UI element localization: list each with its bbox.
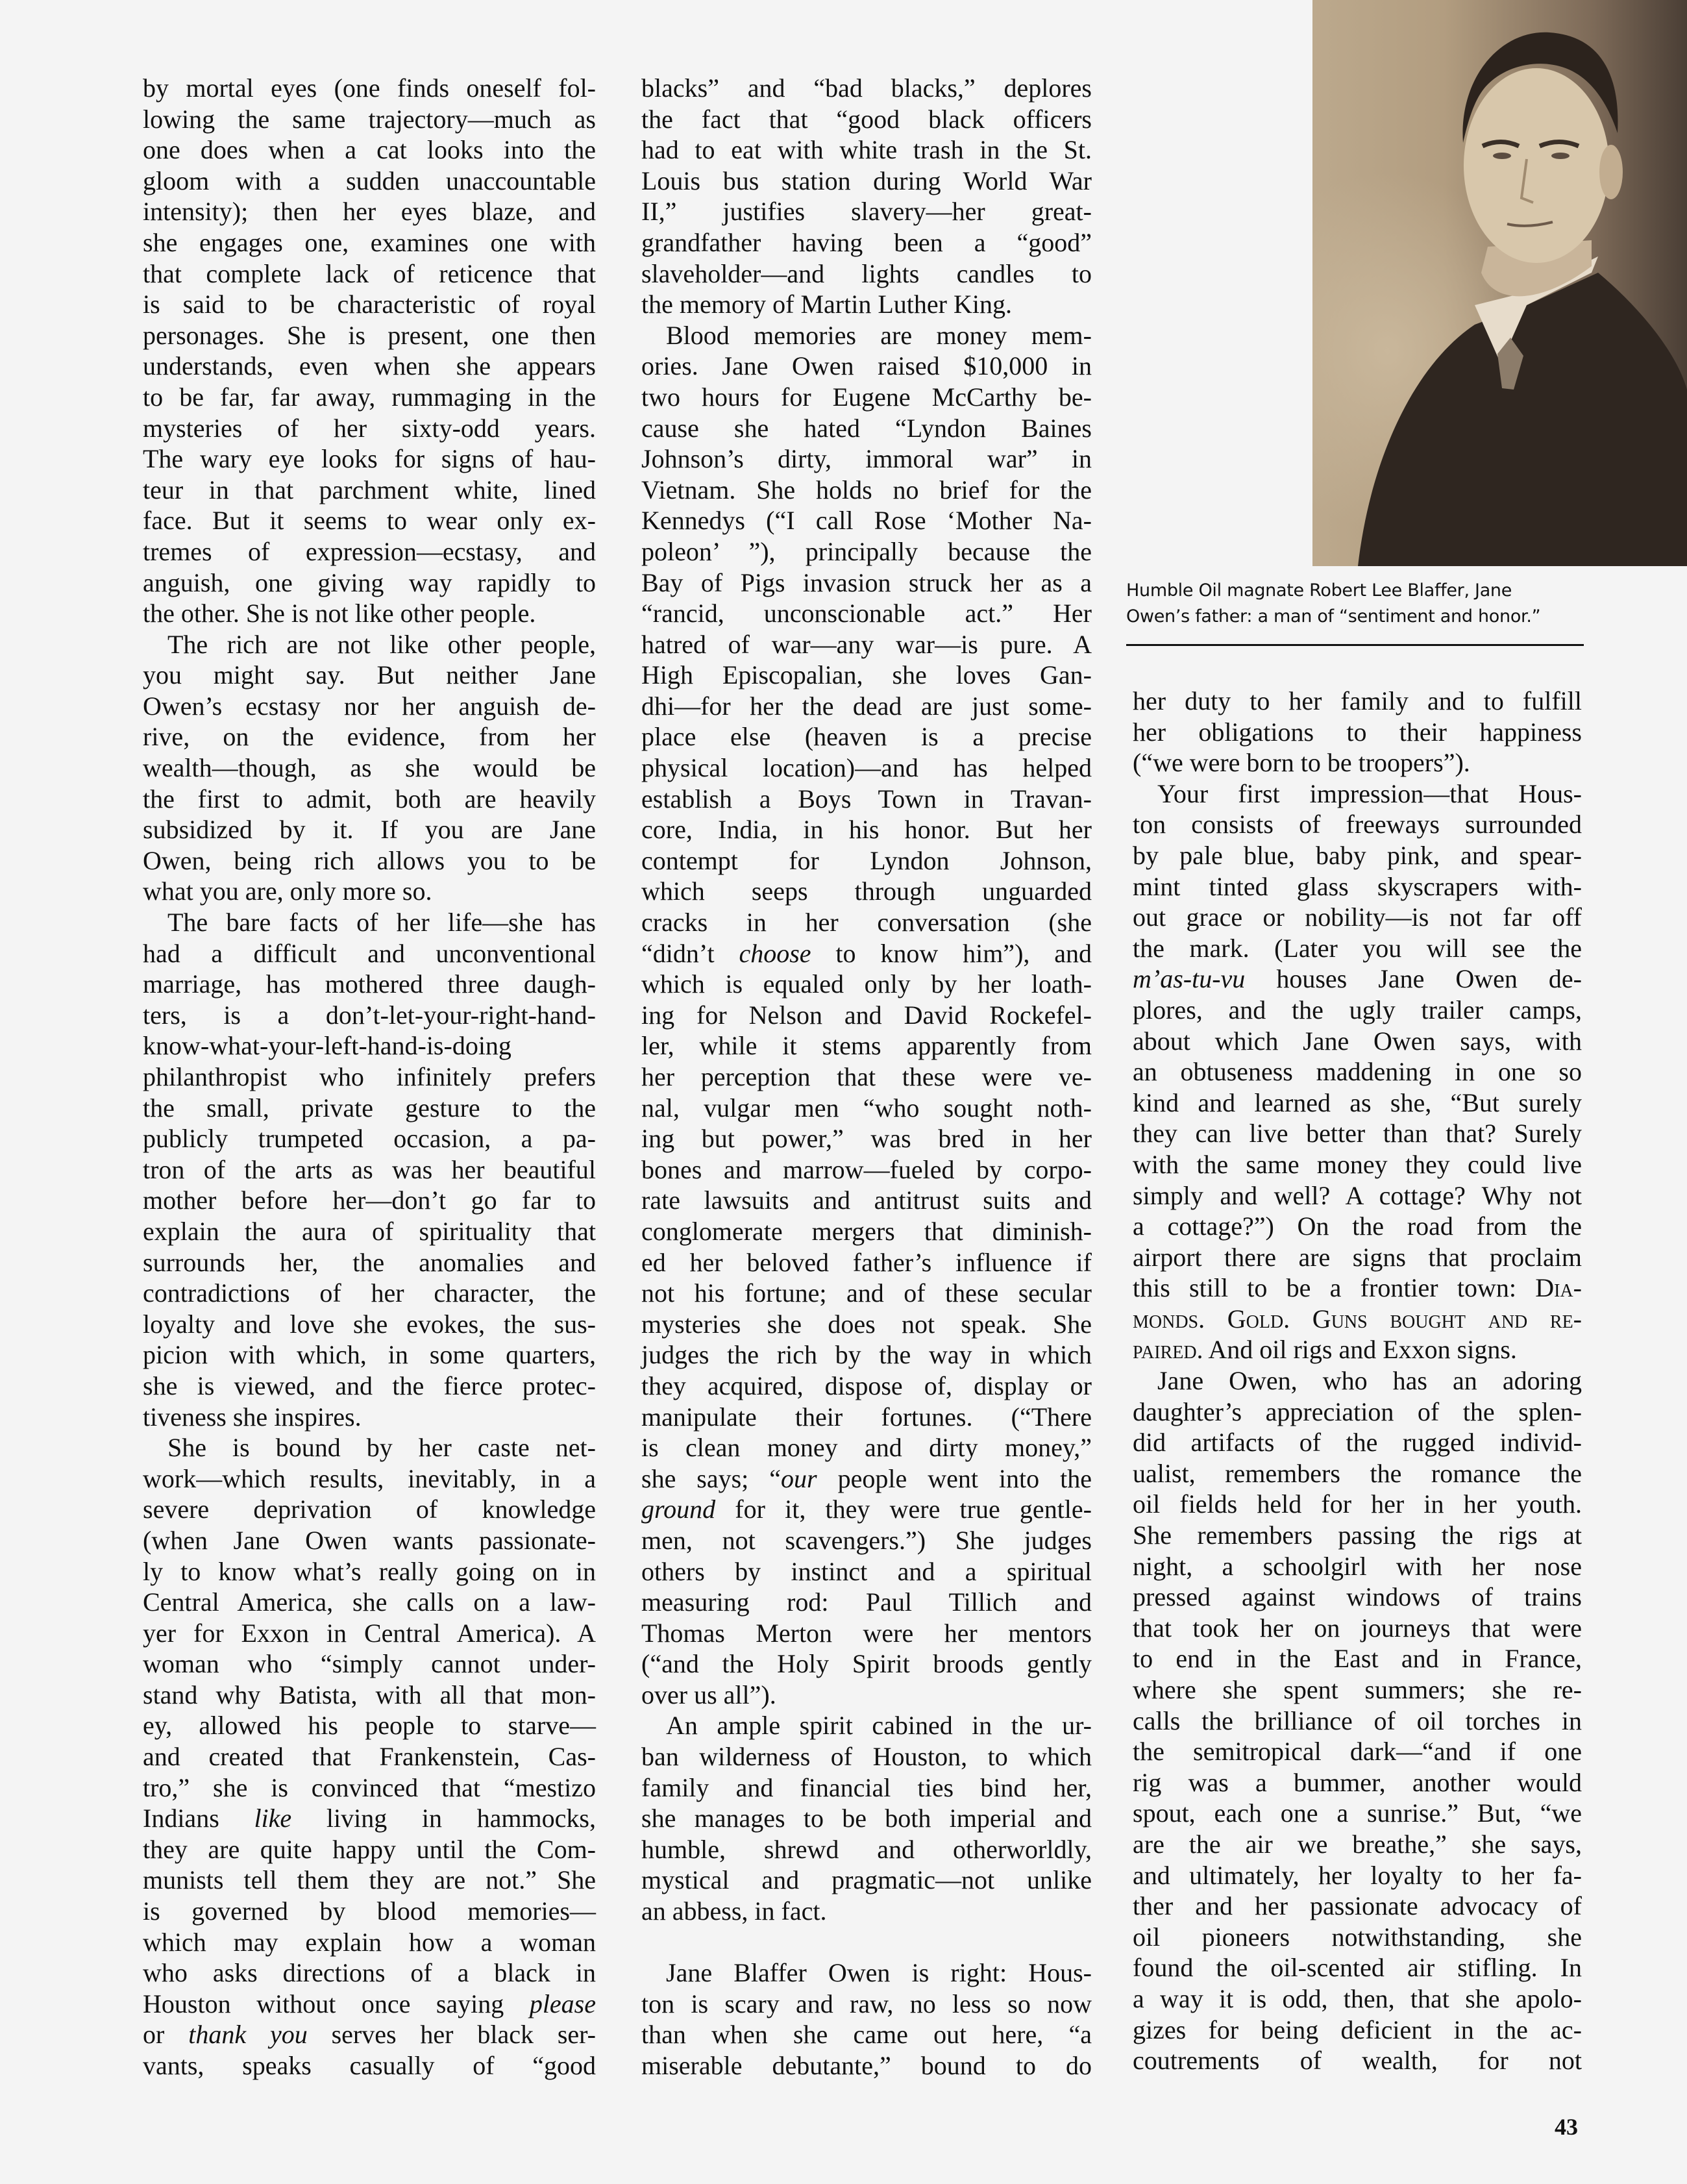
text-line — [1133, 963, 1582, 995]
text-line: ton consists of freeways surrounded — [1133, 810, 1582, 839]
text-line: II,” justifies slavery—her great- — [641, 197, 1092, 227]
text-line: slaveholder—and lights candles to — [641, 258, 1092, 288]
text-line: and created that Frankenstein, Cas- — [143, 1742, 596, 1772]
text-line: work—which results, inevitably, in a — [143, 1463, 596, 1493]
text-run: this still to be a frontier town: — [1133, 1273, 1536, 1303]
text-line: The wary eye looks for signs of hau- — [143, 444, 596, 474]
text-line: ther and her passionate advocacy of — [1133, 1891, 1582, 1921]
text-line: philanthropist who infinitely prefers — [143, 1062, 596, 1091]
text-line: to end in the East and in France, — [1133, 1644, 1582, 1674]
text-line: that complete lack of reticence that — [143, 258, 596, 288]
text-line: subsidized by it. If you are Jane — [143, 815, 596, 845]
text-line: Owen, being rich allows you to be — [143, 845, 596, 875]
text-line: place else (heaven is a precise — [641, 722, 1092, 752]
italic-emphasis: thank you — [188, 2020, 308, 2050]
text-line: picion with which, in some quarters, — [143, 1340, 596, 1370]
text-line: The rich are not like other people, — [167, 629, 596, 659]
text-line: (“and the Holy Spirit broods gently — [641, 1649, 1092, 1679]
text-line: mint tinted glass skyscrapers with- — [1133, 871, 1582, 901]
text-line: two hours for Eugene McCarthy be- — [641, 382, 1092, 412]
text-line: had a difficult and unconventional — [143, 938, 596, 968]
text-line: Your first impression—that Hous- — [1157, 778, 1582, 808]
text-line: hatred of war—any war—is pure. A — [641, 629, 1092, 659]
text-line: what you are, only more so. — [143, 876, 432, 906]
text-line: publicly trumpeted occasion, a pa- — [143, 1124, 596, 1154]
text-line: ton is scary and raw, no less so now — [641, 1989, 1092, 2018]
article-column-2 — [641, 73, 1092, 2081]
text-line: High Episcopalian, she loves Gan- — [641, 660, 1092, 690]
text-line: and ultimately, her loyalty to her fa- — [1133, 1860, 1582, 1890]
text-line: rig was a bummer, another would — [1133, 1767, 1582, 1797]
caption-divider — [1126, 644, 1584, 646]
text-line: marriage, has mothered three daugh- — [143, 969, 596, 999]
text-line: yer for Exxon in Central America). A — [143, 1618, 596, 1648]
text-run: “didn’t — [641, 938, 739, 968]
text-run: for it, they were true gentle- — [715, 1495, 1092, 1524]
text-line: ly to know what’s really going on in — [143, 1556, 596, 1586]
text-line — [143, 1803, 596, 1834]
text-line: family and financial ties bind her, — [641, 1772, 1092, 1802]
text-line: personages. She is present, one then — [143, 320, 596, 350]
text-line: tro,” she is convinced that “mestizo — [143, 1772, 596, 1802]
text-run: people went into the — [817, 1463, 1092, 1493]
text-line: physical location)—and has helped — [641, 753, 1092, 783]
text-line: mystical and pragmatic—not unlike — [641, 1865, 1092, 1895]
text-line: anguish, one giving way rapidly to — [143, 567, 596, 597]
text-line — [143, 2019, 596, 2050]
text-line: did artifacts of the rugged individ- — [1133, 1428, 1582, 1458]
text-line: Vietnam. She holds no brief for the — [641, 475, 1092, 504]
text-run: living in hammocks, — [291, 1804, 596, 1833]
text-line: core, India, in his honor. But her — [641, 815, 1092, 845]
text-line: Louis bus station during World War — [641, 166, 1092, 195]
italic-emphasis: choose — [739, 938, 811, 968]
text-line: mysteries she does not speak. She — [641, 1309, 1092, 1339]
text-run: or — [143, 2020, 189, 2050]
text-line: her duty to her family and to fulfill — [1133, 686, 1582, 715]
text-line: measuring rod: Paul Tillich and — [641, 1587, 1092, 1617]
text-line: Jane Blaffer Owen is right: Hous- — [666, 1958, 1092, 1988]
text-line: the fact that “good black officers — [641, 104, 1092, 134]
text-line: calls the brilliance of oil torches in — [1133, 1706, 1582, 1735]
text-line — [641, 1463, 1092, 1495]
text-run: Houston without once saying — [143, 1989, 530, 2018]
text-line: ualist, remembers the romance the — [1133, 1458, 1582, 1488]
small-caps-sign-text: monds. Gold. Guns bought and re- — [1133, 1304, 1582, 1334]
portrait-photo — [1312, 0, 1687, 566]
text-line: vants, speaks casually of “good — [143, 2051, 596, 2080]
text-line — [143, 1989, 596, 2020]
text-line: by pale blue, baby pink, and spear- — [1133, 840, 1582, 870]
text-line: cracks in her conversation (she — [641, 908, 1092, 937]
text-run: houses Jane Owen de- — [1245, 964, 1582, 994]
text-line: (when Jane Owen wants passionate- — [143, 1525, 596, 1555]
text-line: they are quite happy until the Com- — [143, 1834, 596, 1864]
text-line: which seeps through unguarded — [641, 876, 1092, 906]
text-line: mother before her—don’t go far to — [143, 1185, 596, 1215]
text-line: rive, on the evidence, from her — [143, 722, 596, 752]
text-line: a way it is odd, then, that she apolo- — [1133, 1983, 1582, 2013]
text-line: intensity); then her eyes blaze, and — [143, 197, 596, 227]
text-line: than when she came out here, “a — [641, 2020, 1092, 2050]
text-run: And oil rigs and Exxon signs. — [1203, 1335, 1517, 1365]
text-run: Indians — [143, 1804, 254, 1833]
text-line: contempt for Lyndon Johnson, — [641, 845, 1092, 875]
text-line: poleon’ ”), principally because the — [641, 536, 1092, 566]
text-line: gloom with a sudden unaccountable — [143, 166, 596, 195]
text-line: airport there are signs that proclaim — [1133, 1242, 1582, 1272]
text-line: coutrements of wealth, for not — [1133, 2046, 1582, 2076]
small-caps-sign-text: Dia- — [1535, 1273, 1582, 1303]
text-line: contradictions of her character, the — [143, 1278, 596, 1308]
text-line: her obligations to their happiness — [1133, 717, 1582, 747]
text-line: grandfather having been a “good” — [641, 227, 1092, 257]
text-line: about which Jane Owen says, with — [1133, 1026, 1582, 1056]
text-line: is clean money and dirty money,” — [641, 1433, 1092, 1463]
text-line: mysteries of her sixty-odd years. — [143, 413, 596, 443]
text-line: where she spent summers; she re- — [1133, 1675, 1582, 1704]
text-line: nal, vulgar men “who sought noth- — [641, 1093, 1092, 1123]
text-line: she manages to be both imperial and — [641, 1804, 1092, 1833]
text-line: bones and marrow—fueled by corpo- — [641, 1154, 1092, 1184]
text-line: the mark. (Later you will see the — [1133, 933, 1582, 963]
text-line: She remembers passing the rigs at — [1133, 1520, 1582, 1550]
text-line — [641, 938, 1092, 969]
article-column-3 — [1133, 686, 1582, 2076]
text-line: Kennedys (“I call Rose ‘Mother Na- — [641, 506, 1092, 536]
photo-caption — [1126, 578, 1594, 630]
text-line: men, not scavengers.”) She judges — [641, 1525, 1092, 1555]
text-line: “rancid, unconscionable act.” Her — [641, 599, 1092, 628]
text-line: face. But it seems to wear only ex- — [143, 506, 596, 536]
text-line: dhi—for her the dead are just some- — [641, 691, 1092, 721]
text-line: which is equaled only by her loath- — [641, 969, 1092, 999]
text-line: night, a schoolgirl with her nose — [1133, 1551, 1582, 1581]
text-line: a cottage?”) On the road from the — [1133, 1211, 1582, 1241]
text-line: simply and well? A cottage? Why not — [1133, 1180, 1582, 1210]
italic-emphasis: like — [254, 1804, 292, 1833]
text-run: to know him”), and — [811, 938, 1092, 968]
text-line: gizes for being deficient in the ac- — [1133, 2015, 1582, 2044]
text-line: know-what-your-left-hand-is-doing — [143, 1031, 511, 1061]
text-line: tiveness she inspires. — [143, 1402, 362, 1432]
text-line: she engages one, examines one with — [143, 227, 596, 257]
text-line — [1133, 1272, 1582, 1304]
text-line: found the oil-scented air stifling. In — [1133, 1953, 1582, 1983]
text-line: Thomas Merton were her mentors — [641, 1618, 1092, 1648]
text-line: are the air we breathe,” she says, — [1133, 1829, 1582, 1859]
portrait-illustration — [1312, 0, 1687, 566]
text-line: they acquired, dispose of, display or — [641, 1371, 1092, 1400]
text-line: conglomerate mergers that diminish- — [641, 1216, 1092, 1246]
text-line: the memory of Martin Luther King. — [641, 290, 1012, 319]
text-line: ed her beloved father’s influence if — [641, 1247, 1092, 1277]
text-line: the first to admit, both are heavily — [143, 784, 596, 813]
text-line: Jane Owen, who has an adoring — [1157, 1366, 1582, 1396]
text-line — [1133, 1304, 1582, 1335]
text-line: tron of the arts as was her beautiful — [143, 1154, 596, 1184]
text-line: ories. Jane Owen raised $10,000 in — [641, 351, 1092, 381]
text-line: ing but power,” was bred in her — [641, 1124, 1092, 1154]
text-line: establish a Boys Town in Travan- — [641, 784, 1092, 813]
text-line: ing for Nelson and David Rockefel- — [641, 1000, 1092, 1030]
text-line: tremes of expression—ecstasy, and — [143, 536, 596, 566]
text-line: ban wilderness of Houston, to which — [641, 1742, 1092, 1772]
text-line: which may explain how a woman — [143, 1927, 596, 1957]
text-line: Blood memories are money mem- — [666, 320, 1092, 350]
text-line: An ample spirit cabined in the ur- — [666, 1711, 1092, 1741]
text-line: is governed by blood memories— — [143, 1896, 596, 1926]
text-line: manipulate their fortunes. (“There — [641, 1402, 1092, 1432]
text-line: an obtuseness maddening in one so — [1133, 1057, 1582, 1087]
text-line: others by instinct and a spiritual — [641, 1556, 1092, 1586]
text-line: cause she hated “Lyndon Baines — [641, 413, 1092, 443]
text-line: had to eat with white trash in the St. — [641, 135, 1092, 165]
text-line: teur in that parchment white, lined — [143, 475, 596, 504]
text-line: understands, even when she appears — [143, 351, 596, 381]
text-line: Central America, she calls on a law- — [143, 1587, 596, 1617]
text-line: explain the aura of spirituality that — [143, 1216, 596, 1246]
text-line — [641, 1494, 1092, 1525]
caption-line: Owen’s father: a man of “sentiment and honor.” — [1126, 606, 1541, 627]
text-line: the small, private gesture to the — [143, 1093, 596, 1123]
text-line: severe deprivation of knowledge — [143, 1495, 596, 1524]
text-line: they can live better than that? Surely — [1133, 1119, 1582, 1148]
text-line: by mortal eyes (one finds oneself fol- — [143, 73, 596, 103]
text-line: you might say. But neither Jane — [143, 660, 596, 690]
text-line: pressed against windows of trains — [1133, 1582, 1582, 1612]
text-line: surrounds her, the anomalies and — [143, 1247, 596, 1277]
text-line: rate lawsuits and antitrust suits and — [641, 1185, 1092, 1215]
text-run: she says; “ — [641, 1463, 782, 1493]
text-line: (“we were born to be troopers”). — [1133, 748, 1470, 778]
text-line: over us all”). — [641, 1680, 776, 1709]
text-line: who asks directions of a black in — [143, 1958, 596, 1988]
text-line: out grace or nobility—is not far off — [1133, 902, 1582, 932]
text-line: plores, and the ugly trailer camps, — [1133, 995, 1582, 1024]
italic-emphasis: ground — [641, 1495, 716, 1524]
text-line: that took her on journeys that were — [1133, 1613, 1582, 1643]
text-line: lowing the same trajectory—much as — [143, 104, 596, 134]
text-line: Bay of Pigs invasion struck her as a — [641, 567, 1092, 597]
text-line: her perception that these were ve- — [641, 1062, 1092, 1091]
text-line: not his fortune; and of these secular — [641, 1278, 1092, 1308]
text-line: is said to be characteristic of royal — [143, 290, 596, 319]
text-line: She is bound by her caste net- — [167, 1433, 596, 1463]
text-line: blacks” and “bad blacks,” deplores — [641, 73, 1092, 103]
text-line: woman who “simply cannot under- — [143, 1649, 596, 1679]
small-caps-sign-text: paired. — [1133, 1335, 1203, 1365]
text-line: Owen’s ecstasy nor her anguish de- — [143, 691, 596, 721]
text-line: the semitropical dark—“and if one — [1133, 1737, 1582, 1767]
article-column-1 — [143, 73, 596, 2081]
text-line: the other. She is not like other people. — [143, 599, 536, 628]
text-line: The bare facts of her life—she has — [167, 908, 596, 937]
caption-line: Humble Oil magnate Robert Lee Blaffer, Jane — [1126, 580, 1512, 601]
text-line: munists tell them they are not.” She — [143, 1865, 596, 1895]
text-line: kind and learned as she, “But surely — [1133, 1087, 1582, 1117]
text-line: an abbess, in fact. — [641, 1896, 827, 1926]
text-line: stand why Batista, with all that mon- — [143, 1680, 596, 1709]
text-line: ters, is a don’t-let-your-right-hand- — [143, 1000, 596, 1030]
text-line: wealth—though, as she would be — [143, 753, 596, 783]
text-line: daughter’s appreciation of the splen- — [1133, 1396, 1582, 1426]
text-line: with the same money they could live — [1133, 1149, 1582, 1179]
italic-emphasis: our — [781, 1463, 817, 1493]
text-line: loyalty and love she evokes, the sus- — [143, 1309, 596, 1339]
page-number: 43 — [1555, 2114, 1578, 2140]
text-line: ey, allowed his people to starve— — [143, 1711, 596, 1741]
italic-emphasis: m’as-tu-vu — [1133, 964, 1246, 994]
italic-emphasis: please — [529, 1989, 596, 2018]
text-line: to be far, far away, rummaging in the — [143, 382, 596, 412]
text-line: Johnson’s dirty, immoral war” in — [641, 444, 1092, 474]
text-run: serves her black ser- — [307, 2020, 596, 2050]
text-line: she is viewed, and the fierce protec- — [143, 1371, 596, 1400]
text-line: humble, shrewd and otherworldly, — [641, 1834, 1092, 1864]
text-line: spout, each one a sunrise.” But, “we — [1133, 1798, 1582, 1828]
text-line: oil fields held for her in her youth. — [1133, 1489, 1582, 1519]
text-line — [1133, 1334, 1582, 1365]
text-line: ler, while it stems apparently from — [641, 1031, 1092, 1061]
text-line: judges the rich by the way in which — [641, 1340, 1092, 1370]
text-line: oil pioneers notwithstanding, she — [1133, 1922, 1582, 1952]
text-line: one does when a cat looks into the — [143, 135, 596, 165]
text-line: miserable debutante,” bound to do — [641, 2051, 1092, 2080]
